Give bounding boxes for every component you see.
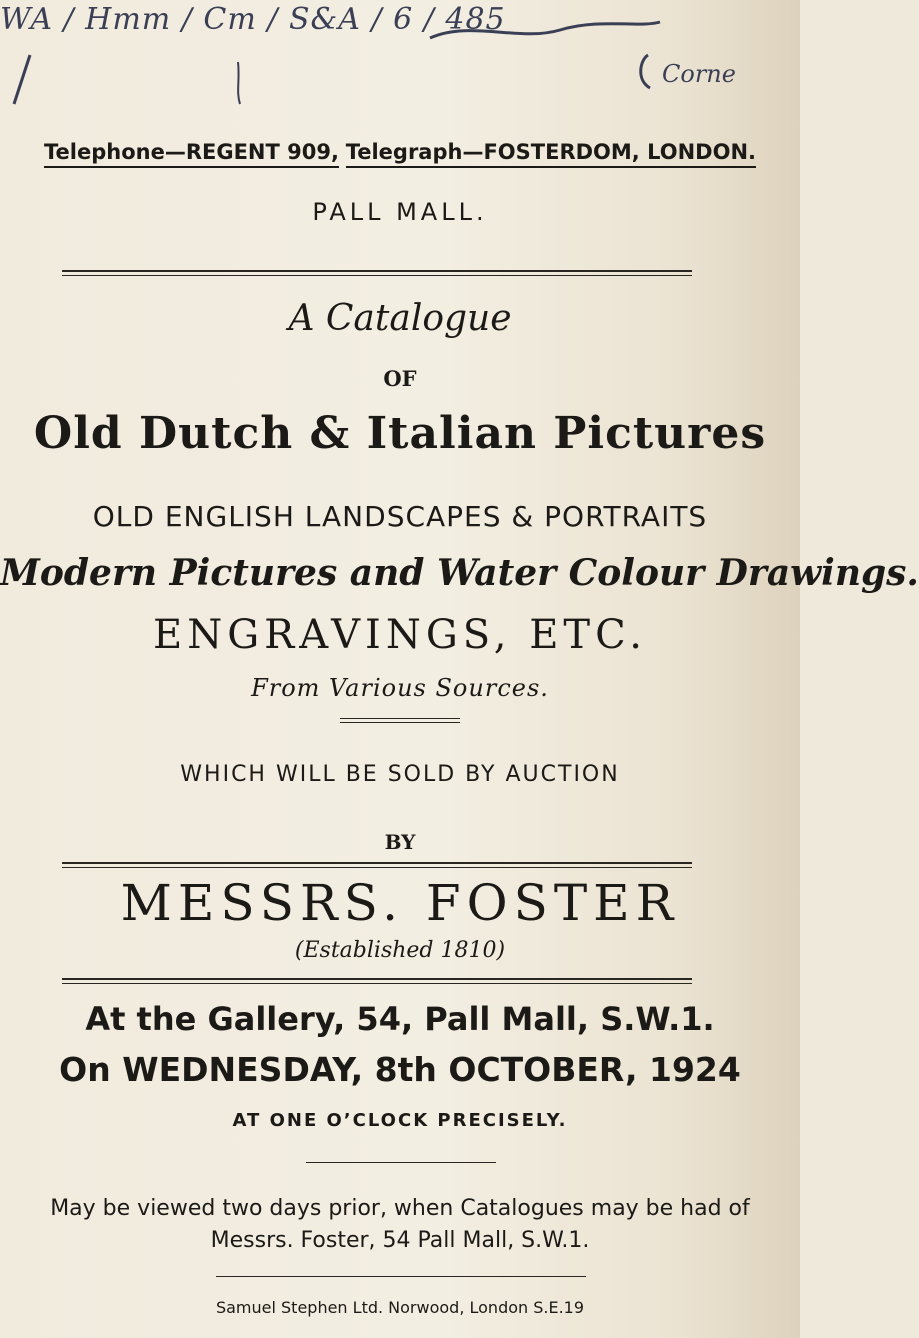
divider-auctioneer-top xyxy=(62,862,692,864)
telephone-line: Telephone—REGENT 909, xyxy=(44,140,339,168)
telegraph-line: Telegraph—FOSTERDOM, LONDON. xyxy=(346,140,756,168)
established-line: (Established 1810) xyxy=(294,938,506,963)
handwritten-notes: WA / Hmm / Cm / S&A / 6 / 485 xyxy=(0,2,506,37)
venue-address: At the Gallery, 54, Pall Mall, S.W.1. xyxy=(85,1000,715,1038)
short-divider xyxy=(340,718,460,719)
sources-line: From Various Sources. xyxy=(251,674,549,702)
viewing-line-1: May be viewed two days prior, when Catalogues may be had of xyxy=(50,1196,750,1221)
handwritten-scribble xyxy=(0,0,800,110)
short-divider-2 xyxy=(340,722,460,723)
viewing-line-2: Messrs. Foster, 54 Pall Mall, S.W.1. xyxy=(210,1228,590,1253)
divider-printer xyxy=(216,1276,586,1277)
auction-date: On WEDNESDAY, 8th OCTOBER, 1924 xyxy=(59,1050,741,1089)
of-text: OF xyxy=(383,366,417,391)
divider-viewing xyxy=(306,1162,496,1163)
title-modern-pictures: Modern Pictures and Water Colour Drawings. xyxy=(0,552,919,594)
divider-auctioneer-bottom xyxy=(62,978,692,980)
catalogue-heading: A Catalogue xyxy=(288,298,512,339)
contact-header xyxy=(44,140,756,168)
title-engravings: ENGRAVINGS, ETC. xyxy=(153,612,647,658)
title-old-dutch-italian: Old Dutch & Italian Pictures xyxy=(33,408,767,459)
by-text: BY xyxy=(384,830,416,854)
auction-line: WHICH WILL BE SOLD BY AUCTION xyxy=(180,762,620,787)
auctioneer-name: MESSRS. FOSTER xyxy=(120,874,680,932)
divider-top xyxy=(62,270,692,272)
title-old-english: OLD ENGLISH LANDSCAPES & PORTRAITS xyxy=(92,500,708,533)
handwritten-annotation xyxy=(0,0,800,110)
printer-imprint: Samuel Stephen Ltd. Norwood, London S.E.19 xyxy=(215,1298,585,1317)
location-heading: PALL MALL. xyxy=(312,198,488,226)
auction-time: AT ONE O’CLOCK PRECISELY. xyxy=(232,1110,568,1131)
handwritten-word: Corne xyxy=(662,60,736,88)
